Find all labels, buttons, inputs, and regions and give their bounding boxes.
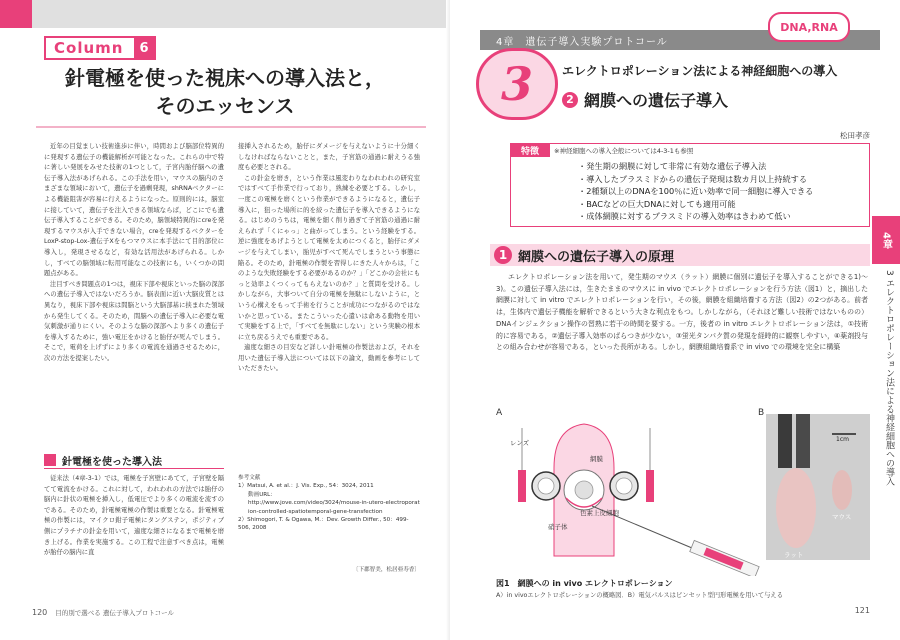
column-title: [20, 64, 430, 120]
section-big-number: 3: [500, 57, 533, 111]
left-footer: [32, 606, 422, 618]
features-note: ※神経細胞への導入全般については4-3-1も参照: [554, 147, 694, 155]
features-list: [578, 160, 868, 223]
subsection-title: 針電極を使った導入法: [62, 456, 162, 468]
lens-shape: [575, 481, 593, 499]
reference-item: 2）Shimogori, T. & Ogawa, M.：Dev. Growth Differ., 50：499-506, 2008: [238, 517, 409, 532]
section-heading: [490, 244, 870, 266]
fig-mouse-label: マウス: [832, 513, 852, 521]
feature-item: ・2種類以上のDNAを100％に近い効率で同一細胞に導入できる: [578, 186, 814, 197]
left-column-1: [44, 142, 224, 444]
section-title: 網膜への遺伝子導入の原理: [518, 249, 675, 265]
section-number-badge: 1: [494, 246, 512, 264]
author-name: 松田孝彦: [840, 131, 870, 140]
electrode-left-inner: [538, 478, 554, 494]
feature-item: ・成体網膜に対するプラスミドの導入効率はきわめて低い: [578, 211, 791, 222]
left-column-2: [238, 142, 420, 452]
dna-rna-tag: [768, 12, 850, 42]
footer-text: 目的別で選べる 遺伝子導入プロトコール: [55, 608, 174, 617]
column-badge: [44, 36, 156, 60]
side-tab-text: 3 エレクトロポレーション法による神経細胞への導入: [884, 270, 894, 486]
column-number: 6: [134, 38, 154, 58]
references-heading: 参考文献: [238, 475, 261, 481]
dna-rna-label: DNA,RNA: [780, 20, 838, 34]
paragraph: 適度な細さの目安など詳しい針電極の作製法および，それを用いた遺伝子導入法については以下の論文，動画を参考にしていただきたい。: [238, 344, 420, 373]
fig-lens-label: レンズ: [510, 439, 530, 447]
feature-item: ・BACなどの巨大DNAに対しても適用可能: [578, 198, 736, 209]
column-label: Column: [54, 39, 124, 57]
rat-pup-shape: [776, 468, 816, 548]
mouse-pup-shape: [832, 470, 852, 510]
feature-item: ・発生期の網膜に対して非常に有効な遺伝子導入法: [578, 161, 767, 171]
protocol-main-title: 網膜への遺伝子導入: [584, 91, 729, 110]
protocol-title-row: [562, 88, 728, 111]
fig-scale-label: 1cm: [836, 436, 849, 443]
feature-item: ・導入したプラスミドからの遺伝子発現は数カ月以上持続する: [578, 173, 808, 184]
tweezer-electrode-right: [796, 414, 810, 468]
features-label: 特徴: [510, 143, 550, 157]
figure-caption-text: A）in vivoエレクトロポレーションの概略図．B）電気パルスはピンセット型円形電極を用いて与える: [496, 592, 784, 599]
figure-1: [496, 408, 872, 576]
subsection-marker: [44, 454, 56, 466]
references: [238, 474, 420, 566]
fig-rat-label: ラット: [784, 551, 804, 559]
page-number: 120: [32, 607, 48, 617]
corner-tab: [0, 0, 32, 28]
reference-item: 1）Matsui, A. et al.：J. Vis. Exp., 54：3024, 2011: [238, 483, 374, 490]
fig-retina-label: 網膜: [590, 455, 603, 463]
side-tab-chapter: 4章: [880, 231, 892, 249]
electrode-positive-bar: [646, 470, 654, 502]
right-page-number: 121: [854, 606, 870, 615]
chapter-side-tab: [872, 216, 900, 264]
paragraph: 従来法（4章-3-1）では，電極を子宮壁にあてて，子宮壁を隔てて電流をかける。これに対して，われわれの方法では胎仔の脳内に針状の電極を挿入し，低電圧でより多くの電流を流すのである。そのため，針電極電極の作製は重要となる。針電極電極の作製には，マイクロ鉗子電極にタングステン，ポジティブ側にプラチナの針金を用いて，適度な細さになるまで電極を磨き上げる。作業を実施する。この工程で注意すべき点は，電極が胎仔の脳内に直: [44, 475, 224, 557]
fig-label-b: B: [758, 408, 765, 418]
figure-diagram: [496, 408, 872, 576]
left-column-1-bottom: [44, 474, 224, 592]
reference-item: 動画URL：: [248, 491, 276, 498]
right-page: [450, 0, 900, 640]
item-number-badge: 2: [562, 92, 578, 108]
column-header-band: [0, 0, 450, 28]
tweezer-electrode-left: [778, 414, 792, 468]
fig-vitreous-label: 硝子体: [548, 523, 568, 531]
paragraph: この針金を磨き，という作業は風変わりなわれわれの研究室ではすべて手作業で行っており，熟練を必要とする。しかし，一度この電極を磨くという作業ができるようになると，遺伝子導入に，狙った場所に的を絞った遺伝子を導入できるようになる。はじめのうちは，電極を細く削り過ぎて子宮筋の通過に耐えられず「くにゃっ」と曲がってしまう。という経験をする。逆に強度をあげようとして電極を太めにつくると，胎仔にダメージを与えてしまい，胎児がすべて死んでしまうという事態に陥る。そのため，針電極の作製を習得しにきた人々からは，「このような失敗経験をする必要があるのか？」「どこかの会社にもっと効率よくつくってもらえないのか？」と質問を受ける。しかしながら，大事ついて自分の電極を無駄にしないように，という心構えをもって手術を行うことが成功につながるのではないかと思っている。またこういった心遣いは命ある動物を用いて実験をする上で，「すべてを無駄にしない」という実験の根本に立ち戻るうえでも重要である。: [238, 174, 420, 341]
section-number-circle: [476, 48, 558, 120]
section-body: [496, 272, 868, 402]
title-line-1: 針電極を使った視床への導入法と，: [65, 66, 385, 90]
paragraph: 注目すべき問題点の1つは，視床下部や視床といった脳の深部への遺伝子導入ではないだろうか。脳表面に近い大脳皮質とは異なり，視床下部や視床は間脳という大脳部基に挟まれた領域から発生してくる。そのため，間脳への遺伝子導入に必要な電気刺激が通りにくい。そのような脳の深部へより多くの遺伝子を導入するために，強い電圧をかけると胎仔が死んでしまう。そこで，電荷を上げずにより多くの電流を通過させるために，次の方法を提案したい。: [44, 280, 224, 362]
electrode-right-inner: [616, 478, 632, 494]
section-paragraph: エレクトロポレーション法を用いて，発生期のマウス（ラット）網膜に個別に遺伝子を導入することができる1)〜3)。この遺伝子導入法には，生きたままのマウスに in vivo でエレクトロポレーションを行う方法（図1）と，摘出した網膜に対して in vitro でエレクトロポレーションを行い，その後，網膜を組織培養する方法（図2）の2つがある。前者は，生体内で遺伝子機能を解析できるという大きな利点をもつ。しかしながら，（それほど難しい技術ではないものの）DNAインジェクション操作の習熟に若干の時間を要する。一方，後者の in vitro エレクトロポレーション法は，①技術的に容易である，②遺伝子導入効率のばらつきが少ない，③蛍光タンパク質の発現を経時的に観察しやすい，④薬剤投与との組み合わせが容易である，といった長所がある。しかし，網膜組織培養系で in vivo での環境を完全に構築: [496, 273, 868, 352]
fig-rpe-label: 色素上皮細胞: [580, 509, 619, 517]
title-line-2: そのエッセンス: [155, 94, 295, 118]
subsection-heading: [44, 452, 224, 469]
title-rule: [36, 126, 426, 128]
fig-label-a: A: [496, 408, 503, 418]
electrode-negative-bar: [518, 470, 526, 502]
protocol-subtitle: エレクトロポレーション法による神経細胞への導入: [562, 64, 838, 78]
paragraph: 近年の目覚ましい技術進歩に伴い，時間および脳部位特異的に発現する遺伝子の機能解析が可能となった。これらの中で特に著しい発展をみせた技術の1つとして，子宮内胎仔脳への遺伝子導入法があげられる。この手法を用い，マウスの脳内のさまざまな領域において，遺伝子を過剰発現，shRNAベクターによる機能阻害が容易に行えるようになった。原則的には，脳室に接していて，遺伝子を注入できる領域ならば，どこにでも遺伝子導入することができる。そのため，脳領域特異的にcreを発現するマウスが入手できない場合，creを発現するベクターをLoxP-stop-Lox-遺伝子Xをもつマウスに本手法にて目的部位に導入し，発現させるなど，有効な活用法があげられる。しかし，すべての脳領域に転用可能なこの技術にも，いくつかの問題点がある。: [44, 143, 224, 278]
chapter-header: 4章 遺伝子導入実験プロトコール: [496, 37, 668, 48]
column-authors: 〔下郡智美，松居亜寿香〕: [352, 567, 420, 573]
figure-caption-title: 図1 網膜への in vivo エレクトロポレーション: [496, 579, 673, 588]
reference-url[interactable]: http://www.jove.com/video/3024/mouse-in-utero-electroporation-controlled-spatiotemporal-gene-transfection: [248, 500, 420, 515]
paragraph: 接挿入されるため，胎仔にダメージを与えないように十分細くしなければならないことと，また，子宮筋の通過に耐えうる強度も必要とされる。: [238, 143, 420, 172]
